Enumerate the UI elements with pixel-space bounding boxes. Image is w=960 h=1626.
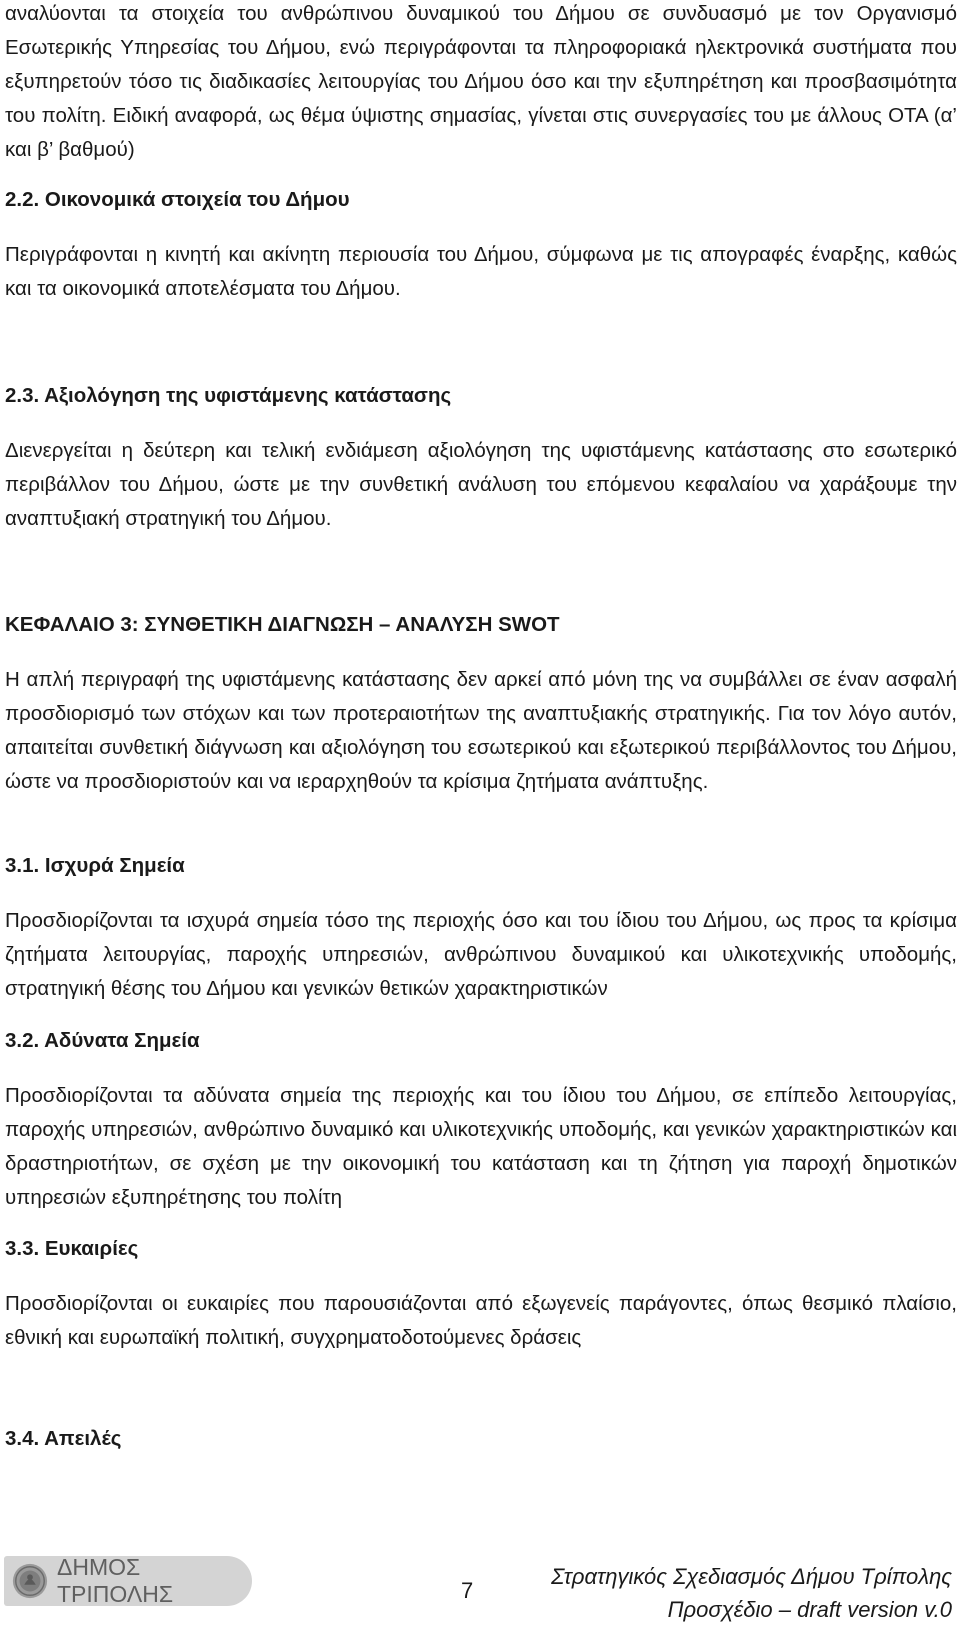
section-3-4-heading: 3.4. Απειλές (5, 1427, 122, 1450)
intro-paragraph: αναλύονται τα στοιχεία του ανθρώπινου δυναμικού του Δήμου σε συνδυασμό με τον Οργανισμό Εσωτερικής Υπηρεσίας του Δήμου, ενώ περιγράφονται τα πληροφοριακά ηλεκτρονικά συστήματα που εξυπηρετούν τόσο τις διαδικασίες λειτουργίας του Δήμου όσο και την εξυπηρέτηση και προσβασιμότητα του πολίτη. Ειδική αναφορά, ως θέμα ύψιστης σημασίας, γίνεται στις συνεργασίες του με άλλους ΟΤΑ (α’ και β’ βαθμού) (5, 2, 957, 161)
footer-version: Προσχέδιο – draft version v.0 (667, 1597, 952, 1622)
footer-document-info (551, 1560, 952, 1626)
municipal-seal-icon (11, 1561, 49, 1601)
chapter-3-heading: ΚΕΦΑΛΑΙΟ 3: ΣΥΝΘΕΤΙΚΗ ΔΙΑΓΝΩΣΗ – ΑΝΑΛΥΣΗ SWOT (5, 613, 560, 636)
section-3-1-text: Προσδιορίζονται τα ισχυρά σημεία τόσο της περιοχής όσο και του ίδιου του Δήμου, ως προς τα κρίσιμα ζητήματα λειτουργίας, παροχής υπηρεσιών, ανθρώπινου δυναμικού και υλικοτεχνικής υποδομής, στρατηγική θέσης του Δήμου και γενικών θετικών χαρακτηριστικών (5, 909, 957, 1000)
section-3-1-heading: 3.1. Ισχυρά Σημεία (5, 854, 185, 877)
section-3-3-text: Προσδιορίζονται οι ευκαιρίες που παρουσιάζονται από εξωγενείς παράγοντες, όπως θεσμικό πλαίσιο, εθνική και ευρωπαϊκή πολιτική, συγχρηματοδοτούμενες δράσεις (5, 1292, 957, 1349)
footer-document-title: Στρατηγικός Σχεδιασμός Δήμου Τρίπολης (551, 1564, 952, 1589)
section-2-2-heading: 2.2. Οικονομικά στοιχεία του Δήμου (5, 188, 350, 211)
page-number: 7 (461, 1578, 474, 1603)
section-2-2-text: Περιγράφονται η κινητή και ακίνητη περιουσία του Δήμου, σύμφωνα με τις απογραφές έναρξης, καθώς και τα οικονομικά αποτελέσματα του Δήμου. (5, 243, 957, 300)
section-3-2-text: Προσδιορίζονται τα αδύνατα σημεία της περιοχής και του ίδιου του Δήμου, σε επίπεδο λειτουργίας, παροχής υπηρεσιών, ανθρώπινο δυναμικό και υλικοτεχνικής υποδομής, και γενικών χαρακτηριστικών και δραστηριοτήτων, σε σχέση με την οικονομική του κατάσταση και τη ζήτηση για παροχή δημοτικών υπηρεσιών εξυπηρέτησης του πολίτη (5, 1084, 957, 1209)
section-3-3-heading: 3.3. Ευκαιρίες (5, 1237, 139, 1260)
section-2-3-text: Διενεργείται η δεύτερη και τελική ενδιάμεση αξιολόγηση της υφιστάμενης κατάστασης στο εσωτερικό περιβάλλον του Δήμου, ώστε με την συνθετική ανάλυση του επόμενου κεφαλαίου να χαράξουμε την αναπτυξιακή στρατηγική του Δήμου. (5, 439, 957, 530)
section-3-2-heading: 3.2. Αδύνατα Σημεία (5, 1029, 200, 1052)
municipality-logo (4, 1556, 252, 1606)
chapter-3-text: Η απλή περιγραφή της υφιστάμενης κατάστασης δεν αρκεί από μόνη της να συμβάλλει σε έναν ασφαλή προσδιορισμό των στόχων και των προτεραιοτήτων της αναπτυξιακής στρατηγικής. Για τον λόγο αυτόν, απαιτείται συνθετική διάγνωση και αξιολόγηση του εσωτερικού και εξωτερικού περιβάλλοντος του Δήμου, ώστε να προσδιοριστούν και να ιεραρχηθούν τα κρίσιμα ζητήματα ανάπτυξης. (5, 668, 957, 793)
logo-text: ΔΗΜΟΣ ΤΡΙΠΟΛΗΣ (57, 1554, 174, 1607)
section-2-3-heading: 2.3. Αξιολόγηση της υφιστάμενης κατάστασης (5, 384, 452, 407)
